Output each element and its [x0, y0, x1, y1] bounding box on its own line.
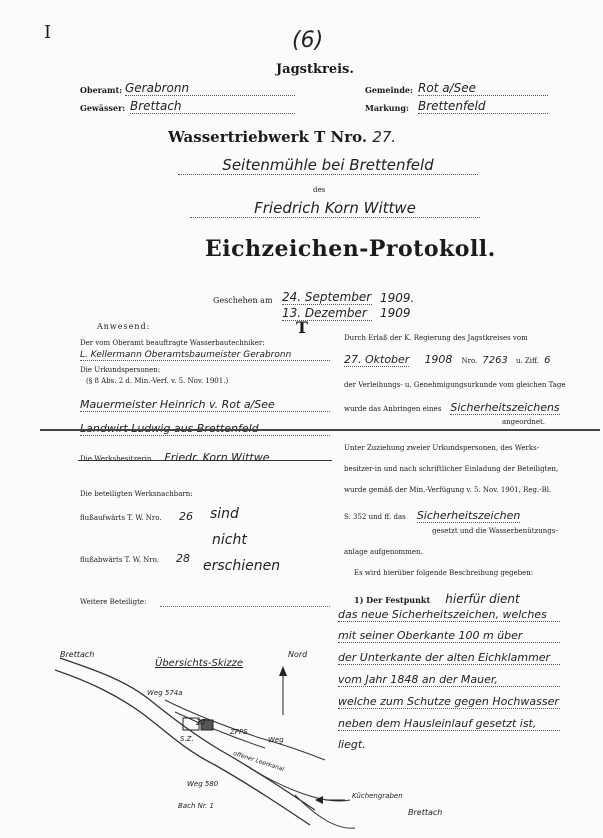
gemeinde-label: Gemeinde: — [365, 85, 413, 95]
desc-line-6: neben dem Hausleinlauf gesetzt ist, — [338, 717, 560, 731]
erlass-date: 27. Oktober — [344, 353, 410, 366]
ziff-value: 6 — [544, 355, 551, 366]
flussab-label: flußabwärts T. W. Nro. — [80, 556, 159, 564]
urkund-ref: (§ 8 Abs. 2 d. Min.-Verf. v. 5. Nov. 1901.) — [86, 377, 229, 385]
gesetzt-line: gesetzt und die Wasserbenützungs- — [432, 527, 558, 535]
anbringen-value: Sicherheitszeichens — [450, 401, 560, 414]
desc-line-3: der Unterkante der alten Eichklammer — [338, 651, 560, 665]
work-title-prefix: Wassertriebwerk T Nro. — [168, 128, 368, 146]
markung-value: Brettenfeld — [418, 99, 548, 114]
nr-label: 27 — [196, 718, 207, 727]
work-owner: Friedrich Korn Wittwe — [190, 199, 480, 218]
ziff-label: u. Ziff. — [515, 357, 539, 365]
desc-line-7: liegt. — [338, 738, 366, 751]
urkund-label: Die Urkundspersonen: — [80, 366, 161, 374]
district-title: Jagstkreis. — [276, 62, 354, 77]
nachbarn-note2: nicht — [212, 532, 247, 548]
erlass-details — [344, 348, 564, 367]
date-year2: 1909 — [380, 306, 411, 320]
kanal-label: offener Leerkanal — [232, 749, 285, 774]
flussauf-label: flußaufwärts T. W. Nro. — [80, 514, 162, 522]
nro-label: Nro. — [461, 357, 478, 365]
date-year1: 1909. — [380, 291, 415, 305]
anbringen-prefix: wurde das Anbringen eines — [344, 405, 442, 413]
gemaess-line: wurde gemäß der Min.-Verfügung v. 5. Nov. 1901, Reg.-Bl. — [344, 486, 552, 494]
oberamt-value: Gerabronn — [125, 81, 295, 96]
anwesend-label: Anwesend: — [97, 322, 151, 331]
person2-value: Landwirt Ludwig aus Brettenfeld — [80, 422, 330, 436]
werkbesitzer-name: Friedr. Korn Wittwe — [164, 451, 270, 464]
nachbarn-label: Die beteiligten Werksnachbarn: — [80, 490, 193, 498]
work-number: 27. — [372, 128, 397, 146]
erlass-line: Durch Erlaß der K. Regierung des Jagstkreises vom — [344, 334, 528, 342]
gewaesser-value: Brettach — [130, 99, 295, 114]
nro-value: 7263 — [482, 355, 508, 366]
north-label: Nord — [288, 650, 308, 659]
person1-value: Mauermeister Heinrich v. Rot a/See — [80, 398, 330, 412]
s352-prefix: S. 352 und ff. das — [344, 513, 406, 521]
werkbesitzer-prefix: Die Werksbesitzerin — [80, 455, 152, 463]
flussab-nr: 28 — [176, 552, 190, 565]
markung-label: Markung: — [365, 103, 409, 113]
flussauf-nr: 26 — [179, 510, 193, 523]
anbringen-line — [344, 396, 560, 415]
verleihung-line: der Verleihungs- u. Genehmigungsurkunde vom gleichen Tage — [344, 381, 566, 389]
desc-line-2: mit seiner Oberkante 100 m über — [338, 629, 560, 643]
desc-line-5: welche zum Schutze gegen Hochwasser — [338, 695, 559, 708]
scan-divider — [40, 429, 600, 431]
weg2-label: Weg — [268, 736, 284, 744]
oberamt-line: Der vom Oberamt beauftragte Wasserbautechniker: — [80, 339, 265, 347]
festpunkt-label: 1) Der Festpunkt — [354, 595, 431, 605]
zpps-label: ZPPS — [230, 728, 248, 736]
bach-label: Bach Nr. 1 — [178, 802, 214, 810]
sketch-title: Übersichts-Skizze — [155, 658, 244, 669]
work-title — [168, 128, 396, 146]
desc-line-1: das neue Sicherheitszeichen, welches — [338, 608, 560, 622]
sz-label: S.Z. — [180, 735, 194, 743]
oberamt-label: Oberamt: — [80, 85, 123, 95]
gewaesser-label: Gewässer: — [80, 103, 126, 113]
divider-line — [78, 460, 332, 461]
anlage-line: anlage aufgenommen. — [344, 548, 423, 556]
date-day2: 13. Dezember — [282, 306, 372, 321]
desc-line-4: vom Jahr 1848 an der Mauer, — [338, 673, 560, 687]
gemeinde-value: Rot a/See — [418, 81, 548, 96]
zuziehung-line: Unter Zuziehung zweier Urkundspersonen, des Werks- — [344, 444, 540, 452]
weg-label: Weg 574a — [147, 689, 183, 697]
s352-value: Sicherheitszeichen — [416, 509, 521, 522]
nachbarn-note3: erschienen — [203, 558, 281, 574]
weg3-label: Weg 580 — [187, 780, 219, 788]
erlass-year: 1908 — [424, 353, 453, 366]
festpunkt-value: hierfür dient — [445, 592, 520, 606]
werkbesitzer-line — [80, 446, 330, 465]
north-arrow-icon — [279, 666, 287, 676]
weitere-label: Weitere Beteiligte: — [80, 598, 147, 606]
brettach-top-label: Brettach — [60, 650, 95, 659]
page-number: (6) — [292, 28, 324, 53]
protocol-title: Eichzeichen-Protokoll. — [205, 236, 496, 262]
road-path — [245, 765, 350, 801]
s352-line — [344, 504, 520, 523]
techniker-value: L. Kellermann Oberamtsbaumeister Gerabronn — [80, 350, 330, 361]
corner-mark: I — [44, 22, 52, 43]
weitere-line — [160, 606, 330, 607]
kuechengraben-label: Küchengraben — [352, 792, 403, 800]
festpunkt-line — [354, 588, 520, 607]
besitzer-line: besitzer-in und nach schriftlicher Einladung der Beteiligten, — [344, 465, 559, 473]
brettach-bottom-label: Brettach — [408, 808, 443, 817]
cross-mark: T — [296, 318, 308, 337]
work-name: Seitenmühle bei Brettenfeld — [178, 156, 478, 175]
work-of-label: des — [313, 186, 326, 194]
date-day1: 24. September — [282, 290, 372, 304]
nachbarn-note1: sind — [210, 506, 239, 522]
date-label: Geschehen am — [213, 296, 273, 305]
ergibt-line: Es wird hierüber folgende Beschreibung gegeben: — [354, 569, 534, 577]
angeordnet-label: angeordnet. — [502, 418, 546, 426]
